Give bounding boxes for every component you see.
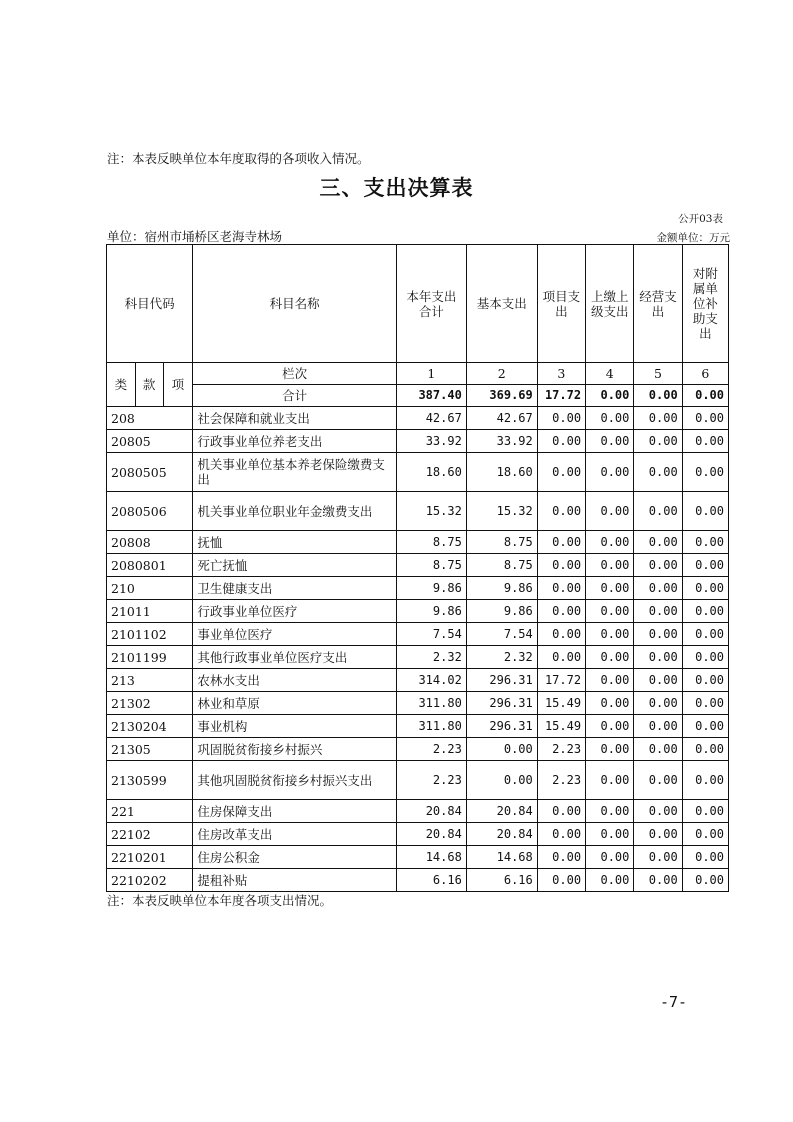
table-row <box>107 823 729 846</box>
row-value: 0.00 <box>682 669 728 692</box>
row-code: 213 <box>107 669 193 692</box>
row-code: 2080801 <box>107 554 193 577</box>
row-value: 8.75 <box>396 554 466 577</box>
row-value: 15.32 <box>466 492 537 531</box>
header-xiang: 项 <box>163 363 193 407</box>
table-row <box>107 869 729 892</box>
row-value: 0.00 <box>537 492 585 531</box>
row-value: 0.00 <box>586 554 634 577</box>
row-value: 0.00 <box>634 715 682 738</box>
row-code: 22102 <box>107 823 193 846</box>
row-value: 8.75 <box>466 531 537 554</box>
row-value: 0.00 <box>537 869 585 892</box>
table-row <box>107 407 729 430</box>
row-value: 0.00 <box>466 738 537 761</box>
table-row <box>107 715 729 738</box>
row-value: 14.68 <box>396 846 466 869</box>
row-value: 9.86 <box>466 577 537 600</box>
row-code: 2130204 <box>107 715 193 738</box>
row-name: 行政事业单位医疗 <box>193 600 397 623</box>
row-value: 9.86 <box>396 577 466 600</box>
total-cell: 0.00 <box>634 385 682 407</box>
note-top: 注：本表反映单位本年度取得的各项收入情况。 <box>107 151 370 166</box>
row-value: 296.31 <box>466 692 537 715</box>
row-value: 9.86 <box>466 600 537 623</box>
row-value: 311.80 <box>396 692 466 715</box>
row-value: 42.67 <box>396 407 466 430</box>
row-name: 住房保障支出 <box>193 800 397 823</box>
expenditure-table <box>106 244 729 892</box>
table-row <box>107 692 729 715</box>
row-value: 0.00 <box>586 692 634 715</box>
row-value: 0.00 <box>537 430 585 453</box>
row-value: 2.32 <box>396 646 466 669</box>
row-value: 14.68 <box>466 846 537 869</box>
row-value: 6.16 <box>466 869 537 892</box>
row-value: 0.00 <box>634 430 682 453</box>
row-code: 20808 <box>107 531 193 554</box>
header-project: 项目支出 <box>537 245 585 363</box>
table-row <box>107 846 729 869</box>
row-code: 21302 <box>107 692 193 715</box>
row-value: 0.00 <box>586 600 634 623</box>
table-row <box>107 669 729 692</box>
row-value: 0.00 <box>682 577 728 600</box>
row-value: 0.00 <box>682 531 728 554</box>
row-value: 0.00 <box>634 646 682 669</box>
row-name: 机关事业单位基本养老保险缴费支出 <box>193 453 397 492</box>
row-value: 20.84 <box>466 800 537 823</box>
row-value: 0.00 <box>537 453 585 492</box>
row-name: 其他巩固脱贫衔接乡村振兴支出 <box>193 761 397 800</box>
header-basic: 基本支出 <box>466 245 537 363</box>
row-value: 20.84 <box>466 823 537 846</box>
row-value: 0.00 <box>537 531 585 554</box>
row-value: 0.00 <box>634 761 682 800</box>
row-value: 33.92 <box>396 430 466 453</box>
col-index-6: 6 <box>682 363 728 385</box>
row-value: 0.00 <box>586 738 634 761</box>
row-value: 0.00 <box>634 823 682 846</box>
row-value: 0.00 <box>537 623 585 646</box>
row-value: 0.00 <box>634 738 682 761</box>
col-index-4: 4 <box>586 363 634 385</box>
row-value: 15.49 <box>537 715 585 738</box>
row-code: 2210202 <box>107 869 193 892</box>
row-value: 0.00 <box>586 869 634 892</box>
row-name: 抚恤 <box>193 531 397 554</box>
col-index-2: 2 <box>466 363 537 385</box>
row-value: 18.60 <box>466 453 537 492</box>
header-business: 经营支出 <box>634 245 682 363</box>
table-row <box>107 577 729 600</box>
row-value: 33.92 <box>466 430 537 453</box>
table-row <box>107 646 729 669</box>
row-code: 2080506 <box>107 492 193 531</box>
row-code: 208 <box>107 407 193 430</box>
row-value: 0.00 <box>682 623 728 646</box>
row-value: 2.23 <box>396 761 466 800</box>
row-value: 0.00 <box>634 453 682 492</box>
header-upper: 上缴上级支出 <box>586 245 634 363</box>
row-value: 0.00 <box>682 846 728 869</box>
row-code: 221 <box>107 800 193 823</box>
row-name: 事业机构 <box>193 715 397 738</box>
row-value: 2.23 <box>537 738 585 761</box>
row-value: 0.00 <box>537 800 585 823</box>
row-name: 住房改革支出 <box>193 823 397 846</box>
row-value: 2.23 <box>396 738 466 761</box>
row-value: 296.31 <box>466 669 537 692</box>
col-index-3: 3 <box>537 363 585 385</box>
page-number: -7- <box>660 993 688 1011</box>
row-code: 2101102 <box>107 623 193 646</box>
row-value: 0.00 <box>537 554 585 577</box>
row-value: 0.00 <box>586 646 634 669</box>
row-code: 21305 <box>107 738 193 761</box>
header-kuan: 款 <box>135 363 163 407</box>
row-value: 42.67 <box>466 407 537 430</box>
row-value: 314.02 <box>396 669 466 692</box>
header-subsidy: 对附属单位补助支出 <box>682 245 728 363</box>
table-row <box>107 453 729 492</box>
row-value: 0.00 <box>682 492 728 531</box>
row-value: 0.00 <box>682 738 728 761</box>
unit-label: 单位：宿州市埇桥区老海寺林场 <box>107 229 283 244</box>
row-value: 0.00 <box>634 407 682 430</box>
row-value: 0.00 <box>537 577 585 600</box>
row-value: 0.00 <box>586 846 634 869</box>
row-name: 农林水支出 <box>193 669 397 692</box>
row-name: 巩固脱贫衔接乡村振兴 <box>193 738 397 761</box>
row-value: 0.00 <box>634 846 682 869</box>
table-row <box>107 531 729 554</box>
row-value: 0.00 <box>586 430 634 453</box>
row-value: 20.84 <box>396 823 466 846</box>
total-label: 合计 <box>193 385 397 407</box>
row-value: 15.49 <box>537 692 585 715</box>
row-value: 18.60 <box>396 453 466 492</box>
row-name: 事业单位医疗 <box>193 623 397 646</box>
row-value: 0.00 <box>586 800 634 823</box>
row-value: 0.00 <box>682 453 728 492</box>
header-total: 本年支出合计 <box>396 245 466 363</box>
header-code: 科目代码 <box>107 245 193 363</box>
table-row <box>107 738 729 761</box>
row-value: 0.00 <box>466 761 537 800</box>
row-value: 0.00 <box>634 692 682 715</box>
row-code: 210 <box>107 577 193 600</box>
row-value: 20.84 <box>396 800 466 823</box>
row-value: 0.00 <box>586 761 634 800</box>
row-value: 0.00 <box>586 577 634 600</box>
row-value: 0.00 <box>634 623 682 646</box>
row-value: 0.00 <box>537 407 585 430</box>
row-value: 0.00 <box>682 692 728 715</box>
table-row <box>107 430 729 453</box>
row-value: 0.00 <box>586 453 634 492</box>
row-name: 其他行政事业单位医疗支出 <box>193 646 397 669</box>
row-value: 7.54 <box>396 623 466 646</box>
row-value: 0.00 <box>537 846 585 869</box>
col-index-1: 1 <box>396 363 466 385</box>
row-value: 0.00 <box>586 715 634 738</box>
row-name: 卫生健康支出 <box>193 577 397 600</box>
row-code: 20805 <box>107 430 193 453</box>
row-name: 死亡抚恤 <box>193 554 397 577</box>
row-name: 机关事业单位职业年金缴费支出 <box>193 492 397 531</box>
row-name: 提租补贴 <box>193 869 397 892</box>
row-value: 9.86 <box>396 600 466 623</box>
row-value: 311.80 <box>396 715 466 738</box>
row-value: 0.00 <box>682 430 728 453</box>
row-value: 15.32 <box>396 492 466 531</box>
row-value: 0.00 <box>682 800 728 823</box>
total-cell: 0.00 <box>586 385 634 407</box>
row-code: 2080505 <box>107 453 193 492</box>
row-value: 0.00 <box>634 600 682 623</box>
row-code: 2101199 <box>107 646 193 669</box>
row-value: 0.00 <box>682 715 728 738</box>
row-value: 8.75 <box>466 554 537 577</box>
row-value: 0.00 <box>586 623 634 646</box>
row-value: 0.00 <box>586 407 634 430</box>
row-code: 21011 <box>107 600 193 623</box>
row-value: 0.00 <box>634 577 682 600</box>
total-cell: 387.40 <box>396 385 466 407</box>
header-lei: 类 <box>107 363 136 407</box>
total-row <box>107 385 729 407</box>
row-value: 0.00 <box>634 669 682 692</box>
table-row <box>107 800 729 823</box>
table-row <box>107 623 729 646</box>
row-value: 296.31 <box>466 715 537 738</box>
row-value: 8.75 <box>396 531 466 554</box>
row-value: 17.72 <box>537 669 585 692</box>
col-index-5: 5 <box>634 363 682 385</box>
row-value: 7.54 <box>466 623 537 646</box>
header-lanci: 栏次 <box>193 363 397 385</box>
header-name: 科目名称 <box>193 245 397 363</box>
note-bottom: 注：本表反映单位本年度各项支出情况。 <box>107 893 333 908</box>
page-title: 三、支出决算表 <box>319 176 474 200</box>
row-name: 社会保障和就业支出 <box>193 407 397 430</box>
table-row <box>107 761 729 800</box>
row-name: 住房公积金 <box>193 846 397 869</box>
row-value: 0.00 <box>537 600 585 623</box>
row-value: 0.00 <box>682 761 728 800</box>
row-value: 0.00 <box>586 492 634 531</box>
row-name: 林业和草原 <box>193 692 397 715</box>
row-value: 0.00 <box>537 823 585 846</box>
row-code: 2130599 <box>107 761 193 800</box>
total-cell: 369.69 <box>466 385 537 407</box>
row-value: 0.00 <box>586 823 634 846</box>
row-value: 0.00 <box>634 554 682 577</box>
row-value: 0.00 <box>682 600 728 623</box>
table-row <box>107 554 729 577</box>
row-name: 行政事业单位养老支出 <box>193 430 397 453</box>
row-value: 0.00 <box>586 531 634 554</box>
row-value: 2.23 <box>537 761 585 800</box>
row-value: 0.00 <box>682 869 728 892</box>
row-value: 0.00 <box>634 869 682 892</box>
row-code: 2210201 <box>107 846 193 869</box>
row-value: 6.16 <box>396 869 466 892</box>
total-cell: 0.00 <box>682 385 728 407</box>
row-value: 0.00 <box>537 646 585 669</box>
row-value: 0.00 <box>634 492 682 531</box>
row-value: 0.00 <box>682 407 728 430</box>
form-number: 公开03表 <box>678 213 723 225</box>
table-row <box>107 600 729 623</box>
amount-unit: 金额单位：万元 <box>656 232 730 244</box>
row-value: 0.00 <box>682 554 728 577</box>
row-value: 0.00 <box>586 669 634 692</box>
row-value: 0.00 <box>682 823 728 846</box>
row-value: 2.32 <box>466 646 537 669</box>
row-value: 0.00 <box>634 800 682 823</box>
table-row <box>107 492 729 531</box>
row-value: 0.00 <box>682 646 728 669</box>
row-value: 0.00 <box>634 531 682 554</box>
total-cell: 17.72 <box>537 385 585 407</box>
